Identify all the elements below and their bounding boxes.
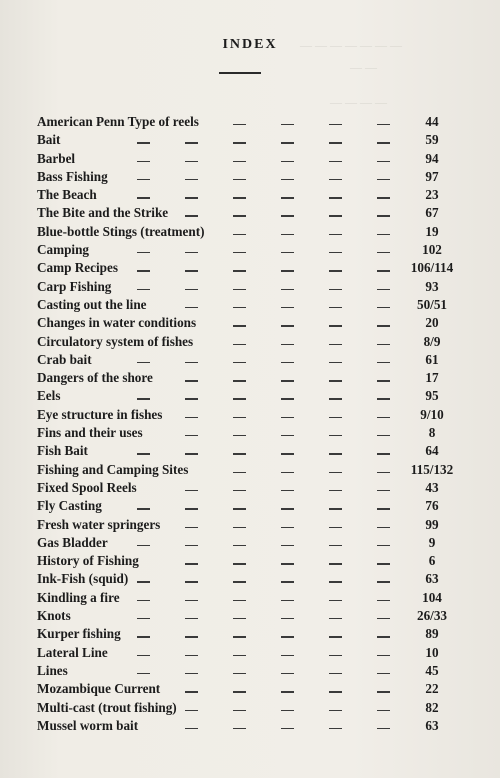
entry-page-number: 10 [425, 644, 439, 660]
index-entry [37, 387, 477, 405]
index-entry [37, 680, 477, 698]
leader-dash [281, 435, 294, 436]
leader-dash [185, 563, 198, 564]
leader-dash [329, 600, 342, 601]
entry-title: Camping [37, 242, 90, 258]
leader-dash [281, 490, 294, 491]
leader-dash [281, 710, 294, 711]
entry-title: Kurper fishing [37, 626, 121, 642]
entry-title: Blue-bottle Stings (treatment) [37, 223, 205, 239]
entry-page-number: 59 [425, 132, 439, 148]
index-entry [37, 479, 477, 497]
leader-dash [185, 197, 198, 198]
leader-dash [233, 655, 246, 656]
index-entry [37, 278, 477, 296]
leader-dash [233, 124, 246, 125]
leader-dash [233, 289, 246, 290]
leader-dash [137, 161, 150, 162]
leader-dash [185, 600, 198, 601]
leader-dash [233, 270, 246, 271]
leader-dash [329, 362, 342, 363]
leader-dash [329, 179, 342, 180]
index-entry [37, 168, 477, 186]
entry-title: Circulatory system of fishes [37, 333, 194, 349]
leader-dash [233, 600, 246, 601]
entry-title: Eye structure in fishes [37, 406, 163, 422]
leader-dash [233, 142, 246, 143]
entry-title: Changes in water conditions [37, 315, 197, 331]
leader-dash [281, 728, 294, 729]
leader-dash [233, 398, 246, 399]
entry-title: Bass Fishing [37, 168, 108, 184]
entry-page-number: 76 [425, 498, 439, 514]
index-entry [37, 625, 477, 643]
entry-title: Carp Fishing [37, 278, 112, 294]
entry-page-number: 50/51 [416, 296, 448, 312]
leader-dash [281, 179, 294, 180]
leader-dash [233, 563, 246, 564]
leader-dash [137, 508, 150, 509]
entry-title: Fishing and Camping Sites [37, 461, 189, 477]
entry-page-number: 19 [425, 223, 439, 239]
leader-dash [137, 289, 150, 290]
leader-dash [329, 673, 342, 674]
entry-title: Camp Recipes [37, 260, 118, 276]
leader-dash [329, 417, 342, 418]
index-entry [37, 150, 477, 168]
entry-page-number: 89 [425, 626, 439, 642]
leader-dash [185, 252, 198, 253]
leader-dash [329, 142, 342, 143]
leader-dash [329, 197, 342, 198]
leader-dash [185, 490, 198, 491]
index-entry [37, 589, 477, 607]
leader-dash [233, 380, 246, 381]
leader-dash [185, 508, 198, 509]
index-entry [37, 570, 477, 588]
leader-dash [185, 435, 198, 436]
leader-dash [233, 435, 246, 436]
index-entry [37, 552, 477, 570]
leader-dash [137, 655, 150, 656]
leader-dash [137, 142, 150, 143]
index-entry [37, 369, 477, 387]
entry-page-number: 94 [425, 150, 439, 166]
entry-page-number: 45 [425, 662, 439, 678]
leader-dash [281, 527, 294, 528]
leader-dash [185, 398, 198, 399]
index-entry [37, 351, 477, 369]
entry-title: Multi-cast (trout fishing) [37, 699, 177, 715]
leader-dash [329, 161, 342, 162]
index-entry [37, 406, 477, 424]
leader-dash [185, 527, 198, 528]
leader-dash [329, 398, 342, 399]
entry-title: Mozambique Current [37, 681, 161, 697]
leader-dash [329, 380, 342, 381]
entry-title: Lines [37, 662, 68, 678]
entry-title: Fish Bait [37, 443, 88, 459]
entry-page-number: 17 [425, 370, 439, 386]
leader-dash [329, 289, 342, 290]
index-entry [37, 644, 477, 662]
entry-page-number: 20 [425, 315, 439, 331]
leader-dash [185, 710, 198, 711]
entry-page-number: 102 [422, 242, 442, 258]
entry-page-number: 22 [425, 681, 439, 697]
leader-dash [233, 618, 246, 619]
entry-page-number: 63 [425, 571, 439, 587]
entry-page-number: 8/9 [423, 333, 441, 349]
leader-dash [281, 673, 294, 674]
index-entry [37, 333, 477, 351]
leader-dash [137, 453, 150, 454]
leader-dash [185, 655, 198, 656]
leader-dash [329, 453, 342, 454]
leader-dash [233, 197, 246, 198]
leader-dash [233, 710, 246, 711]
entry-title: Lateral Line [37, 644, 108, 660]
leader-dash [233, 581, 246, 582]
leader-dash [233, 307, 246, 308]
index-entry [37, 259, 477, 277]
entry-page-number: 44 [425, 114, 439, 129]
leader-dash [233, 472, 246, 473]
leader-dash [233, 673, 246, 674]
entry-page-number: 64 [425, 443, 439, 459]
entry-title: Dangers of the shore [37, 370, 153, 386]
leader-dash [281, 252, 294, 253]
leader-dash [329, 472, 342, 473]
leader-dash [329, 124, 342, 125]
index-entry [37, 223, 477, 241]
leader-dash [281, 362, 294, 363]
leader-dash [185, 215, 198, 216]
entry-page-number: 67 [425, 205, 439, 221]
leader-dash [137, 673, 150, 674]
entry-title: Kindling a fire [37, 589, 120, 605]
leader-dash [233, 362, 246, 363]
index-entry [37, 717, 477, 735]
index-entry [37, 442, 477, 460]
entry-page-number: 115/132 [410, 461, 454, 477]
leader-dash [185, 453, 198, 454]
index-title: INDEX [222, 37, 278, 52]
show-through-text: — — — — [330, 95, 387, 109]
entry-title: American Penn Type of reels [37, 114, 199, 129]
leader-dash [233, 691, 246, 692]
entry-title: Gas Bladder [37, 534, 108, 550]
leader-dash [233, 344, 246, 345]
entry-page-number: 26/33 [416, 608, 448, 624]
leader-dash [329, 728, 342, 729]
leader-dash [137, 636, 150, 637]
leader-dash [329, 435, 342, 436]
leader-dash [281, 691, 294, 692]
leader-dash [185, 307, 198, 308]
leader-dash [233, 325, 246, 326]
leader-dash [281, 618, 294, 619]
leader-dash [329, 527, 342, 528]
leader-dash [281, 453, 294, 454]
index-entry [37, 296, 477, 314]
leader-dash [137, 581, 150, 582]
leader-dash [281, 289, 294, 290]
index-entry [37, 662, 477, 680]
leader-dash [185, 545, 198, 546]
entry-page-number: 93 [425, 278, 439, 294]
leader-dash [185, 362, 198, 363]
leader-dash [329, 636, 342, 637]
show-through-text: — — [350, 60, 377, 74]
leader-dash [233, 234, 246, 235]
leader-dash [185, 380, 198, 381]
leader-dash [185, 417, 198, 418]
leader-dash [185, 179, 198, 180]
entry-title: Knots [37, 608, 71, 624]
leader-dash [329, 545, 342, 546]
leader-dash [185, 618, 198, 619]
entry-page-number: 6 [428, 553, 436, 569]
leader-dash [329, 655, 342, 656]
leader-dash [329, 325, 342, 326]
index-entry [37, 607, 477, 625]
entry-title: Bait [37, 132, 61, 148]
leader-dash [185, 691, 198, 692]
entry-page-number: 9/10 [420, 406, 444, 422]
leader-dash [329, 252, 342, 253]
leader-dash [281, 124, 294, 125]
leader-dash [185, 161, 198, 162]
leader-dash [281, 398, 294, 399]
entry-page-number: 63 [425, 717, 439, 733]
leader-dash [329, 508, 342, 509]
leader-dash [137, 270, 150, 271]
entry-title: Fins and their uses [37, 425, 143, 441]
leader-dash [137, 362, 150, 363]
leader-dash [281, 545, 294, 546]
leader-dash [281, 344, 294, 345]
leader-dash [329, 307, 342, 308]
index-entry [37, 461, 477, 479]
leader-dash [281, 417, 294, 418]
entry-page-number: 43 [425, 479, 439, 495]
leader-dash [137, 252, 150, 253]
leader-dash [137, 545, 150, 546]
entry-title: Barbel [37, 150, 76, 166]
leader-dash [185, 270, 198, 271]
leader-dash [281, 508, 294, 509]
index-entry [37, 113, 477, 131]
entry-title: The Bite and the Strike [37, 205, 169, 221]
leader-dash [329, 581, 342, 582]
entry-page-number: 99 [425, 516, 439, 532]
entry-title: The Beach [37, 187, 97, 203]
leader-dash [233, 179, 246, 180]
entry-title: Casting out the line [37, 296, 147, 312]
leader-dash [281, 636, 294, 637]
leader-dash [233, 252, 246, 253]
leader-dash [281, 197, 294, 198]
leader-dash [329, 270, 342, 271]
index-entry [37, 516, 477, 534]
leader-dash [137, 600, 150, 601]
entry-page-number: 61 [425, 351, 439, 367]
leader-dash [137, 179, 150, 180]
leader-dash [281, 472, 294, 473]
leader-dash [329, 691, 342, 692]
entry-title: Ink-Fish (squid) [37, 571, 129, 587]
leader-dash [329, 490, 342, 491]
leader-dash [185, 728, 198, 729]
leader-dash [329, 710, 342, 711]
index-entry [37, 204, 477, 222]
leader-dash [281, 270, 294, 271]
entry-page-number: 9 [428, 534, 436, 550]
leader-dash [281, 380, 294, 381]
leader-dash [329, 563, 342, 564]
leader-dash [137, 398, 150, 399]
leader-dash [185, 673, 198, 674]
leader-dash [137, 197, 150, 198]
leader-dash [281, 325, 294, 326]
leader-dash [233, 215, 246, 216]
entry-title: History of Fishing [37, 553, 139, 569]
entry-title: Crab bait [37, 351, 92, 367]
entry-page-number: 104 [422, 589, 442, 605]
leader-dash [185, 289, 198, 290]
leader-dash [233, 161, 246, 162]
entry-title: Fixed Spool Reels [37, 479, 137, 495]
index-entry [37, 497, 477, 515]
leader-dash [281, 215, 294, 216]
leader-dash [281, 600, 294, 601]
leader-dash [281, 655, 294, 656]
entry-title: Eels [37, 388, 61, 404]
leader-dash [185, 636, 198, 637]
leader-dash [233, 508, 246, 509]
leader-dash [329, 234, 342, 235]
entry-page-number: 95 [425, 388, 439, 404]
index-entry [37, 131, 477, 149]
leader-dash [281, 581, 294, 582]
show-through-text: — — — — — — — [300, 38, 402, 52]
index-entry [37, 186, 477, 204]
leader-dash [233, 636, 246, 637]
leader-dash [329, 618, 342, 619]
entry-page-number: 8 [428, 425, 436, 441]
index-entry [37, 241, 477, 259]
entry-title: Fresh water springers [37, 516, 161, 532]
leader-dash [233, 453, 246, 454]
entry-title: Mussel worm bait [37, 717, 139, 733]
leader-dash [233, 545, 246, 546]
leader-dash [329, 344, 342, 345]
leader-dash [281, 307, 294, 308]
leader-dash [185, 142, 198, 143]
leader-dash [281, 234, 294, 235]
leader-dash [137, 618, 150, 619]
index-entry [37, 699, 477, 717]
leader-dash [329, 215, 342, 216]
index-entry [37, 424, 477, 442]
entry-page-number: 23 [425, 187, 439, 203]
leader-dash [185, 581, 198, 582]
index-entry [37, 534, 477, 552]
leader-dash [233, 417, 246, 418]
index-entry-list [37, 113, 477, 735]
entry-page-number: 106/114 [410, 260, 454, 276]
entry-title: Fly Casting [37, 498, 102, 514]
title-underline [219, 72, 261, 74]
index-entry [37, 314, 477, 332]
entry-page-number: 97 [425, 168, 439, 184]
leader-dash [233, 527, 246, 528]
leader-dash [233, 728, 246, 729]
entry-page-number: 82 [425, 699, 439, 715]
leader-dash [233, 490, 246, 491]
leader-dash [281, 142, 294, 143]
leader-dash [281, 563, 294, 564]
leader-dash [281, 161, 294, 162]
